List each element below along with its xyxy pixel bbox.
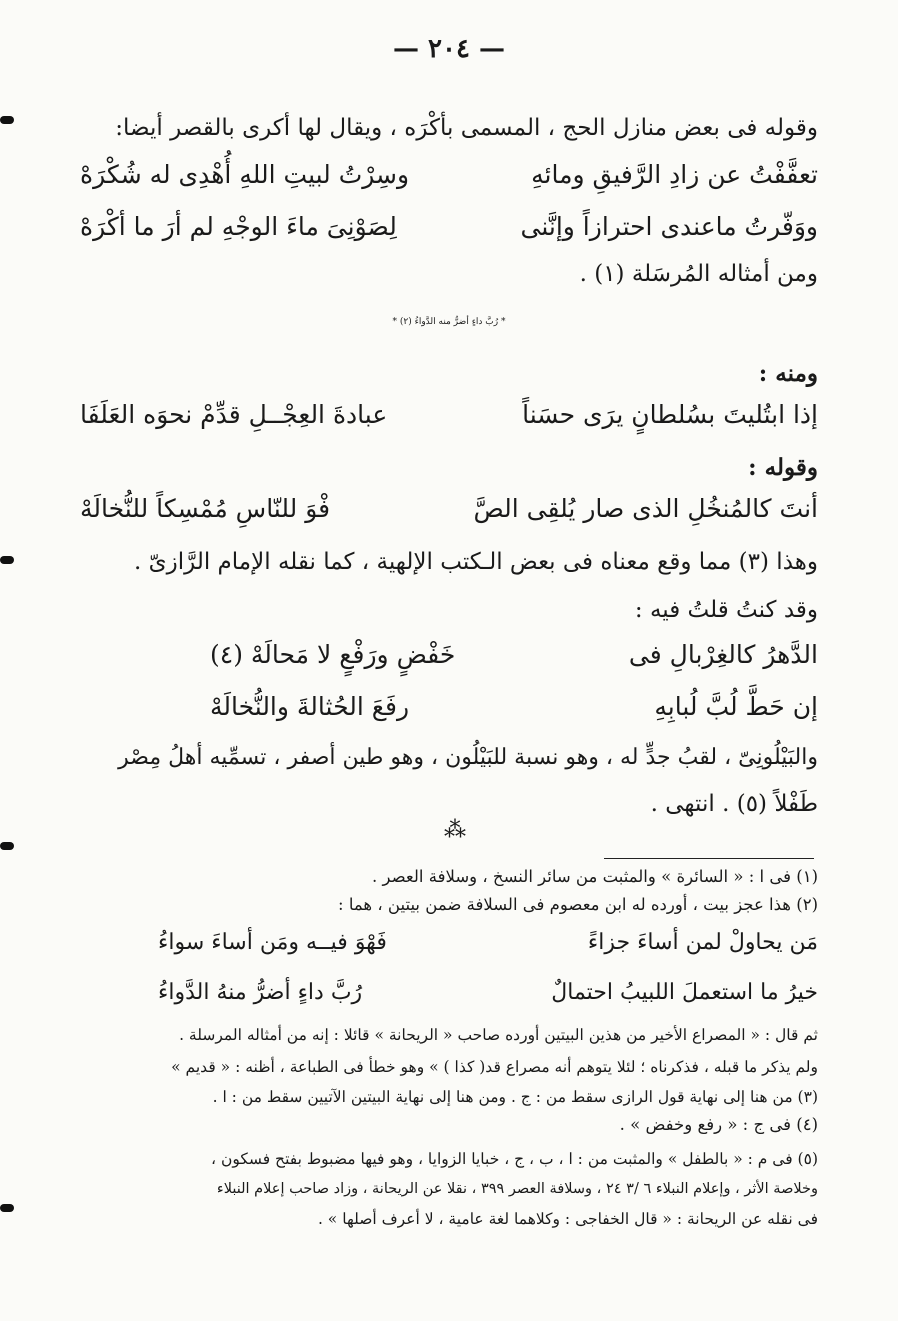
footnote-line: (٣) من هنا إلى نهاية قول الرازى سقط من : ج . ومن هنا إلى نهاية البيتين الآتيين سقط من : ا . — [212, 1088, 818, 1106]
margin-mark — [0, 1204, 14, 1212]
verse — [210, 690, 818, 724]
footnote-verse — [158, 978, 818, 1008]
body-line: والبَيْلُونِىّ ، لقبُ جدٍّ له ، وهو نسبة للبَيْلُون ، وهو طين أصفر ، تسمِّيه أهلُ مِصْر — [118, 745, 818, 770]
body-line: وقوله : — [748, 454, 818, 481]
footnote-line: ثم قال : « المصراع الأخير من هذين البيتين أورده صاحب « الريحانة » قائلا : إنه من أمثاله المرسلة . — [179, 1026, 818, 1044]
verse — [80, 158, 818, 192]
verse-first-hemistich: مَن يحاولْ لمن أساءَ جزاءً — [587, 930, 818, 955]
verse — [80, 492, 818, 526]
verse — [80, 210, 818, 244]
margin-mark — [0, 116, 14, 124]
body-line: ومن أمثاله المُرسَلة (١) . — [579, 261, 818, 287]
verse — [210, 638, 818, 672]
verse-second-hemistich: خَفْضٍ ورَفْعٍ لا مَحالَهْ (٤) — [210, 640, 456, 669]
footnote-line: ولم يذكر ما قبله ، فذكرناه ؛ لئلا يتوهم أنه مصراع قد( كذا ) » وهو خطأ فى الطباعة ، أظنه : « قديم » — [171, 1058, 818, 1076]
footnote-line: (١) فى ا : « السائرة » والمثبت من سائر النسخ ، وسلافة العصر . — [372, 867, 818, 886]
proverb-line: * رُبَّ داءٍ أضرُّ منه الدَّواءُ (٢) * — [392, 317, 506, 327]
verse-first-hemistich: إذا ابتُليتَ بسُلطانٍ يرَى حسَناً — [522, 400, 818, 429]
verse-first-hemistich: ووَفّرتُ ماعندى احترازاً وإنَّنى — [520, 212, 818, 241]
body-line: طَفْلاً (٥) . انتهى . — [650, 791, 818, 817]
verse-second-hemistich: فَهْوَ فيــه ومَن أساءَ سواءُ — [158, 930, 387, 955]
footnote-line: (٤) فى ج : « رفع وخفض » . — [619, 1115, 818, 1134]
footnote-line: فى نقله عن الريحانة : « قال الخفاجى : وكلاهما لغة عامية ، لا أعرف أصلها » . — [317, 1210, 818, 1228]
verse — [80, 398, 818, 432]
verse-first-hemistich: الدَّهرُ كالغِرْبالِ فى — [628, 640, 818, 669]
verse-second-hemistich: لِصَوْنِىَ ماءَ الوجْهِ لم أرَ ما أكْرَهْ — [80, 212, 397, 241]
page-number: — ٢٠٤ — — [392, 34, 506, 64]
body-line: وقوله فى بعض منازل الحج ، المسمى بأكْرَه ، ويقال لها أكرى بالقصر أيضا: — [115, 115, 818, 141]
body-line: وهذا (٣) مما وقع معناه فى بعض الـكتب الإلهية ، كما نقله الإمام الرَّازىّ . — [134, 549, 818, 575]
verse-first-hemistich: تعفَّفْتُ عن زادِ الرَّفيقِ ومائهِ — [531, 160, 818, 189]
verse-first-hemistich: خيرُ ما استعملَ اللبيبُ احتمالٌ — [551, 980, 818, 1005]
body-line: ومنه : — [758, 360, 818, 387]
footnote-verse — [158, 928, 818, 958]
verse-second-hemistich: عبادةَ العِجْــلِ قدِّمْ نحوَه العَلَفَا — [80, 400, 388, 429]
margin-mark — [0, 556, 14, 564]
star-ornament: ⁂ — [444, 818, 466, 843]
footnote-line: وخلاصة الأثر ، وإعلام النبلاء ٦ /٣ ٢٤ ، وسلافة العصر ٣٩٩ ، نقلا عن الريحانة ، وزاد صاحب إعلام النبلاء — [216, 1181, 818, 1197]
verse-second-hemistich: رُبَّ داءٍ أضرُّ منهُ الدَّواءُ — [158, 980, 363, 1005]
verse-second-hemistich: فْوَ للنّاسِ مُمْسِكاً للنُّخالَهْ — [80, 494, 331, 523]
footnote-line: (٥) فى م : « بالطفل » والمثبت من : ا ، ب ، ج ، خبايا الزوايا ، وهو فيها مضبوط بفتح فسكون ، — [211, 1150, 818, 1168]
verse-second-hemistich: رفَعَ الحُثالةَ والنُّخالَهْ — [210, 692, 410, 721]
verse-first-hemistich: إن حَطَّ لُبَّ لُبابِهِ — [654, 692, 818, 721]
verse-first-hemistich: أنتَ كالمُنخُلِ الذى صار يُلقِى الصَّ — [473, 494, 818, 523]
footnote-line: (٢) هذا عجز بيت ، أورده له ابن معصوم فى السلافة ضمن بيتين ، هما : — [338, 895, 818, 914]
footnote-rule — [604, 858, 814, 859]
body-line: وقد كنتُ قلتُ فيه : — [634, 597, 818, 623]
verse-second-hemistich: وسِرْتُ لبيتِ اللهِ أُهْدِى له شُكْرَهْ — [80, 160, 410, 189]
margin-mark — [0, 842, 14, 850]
